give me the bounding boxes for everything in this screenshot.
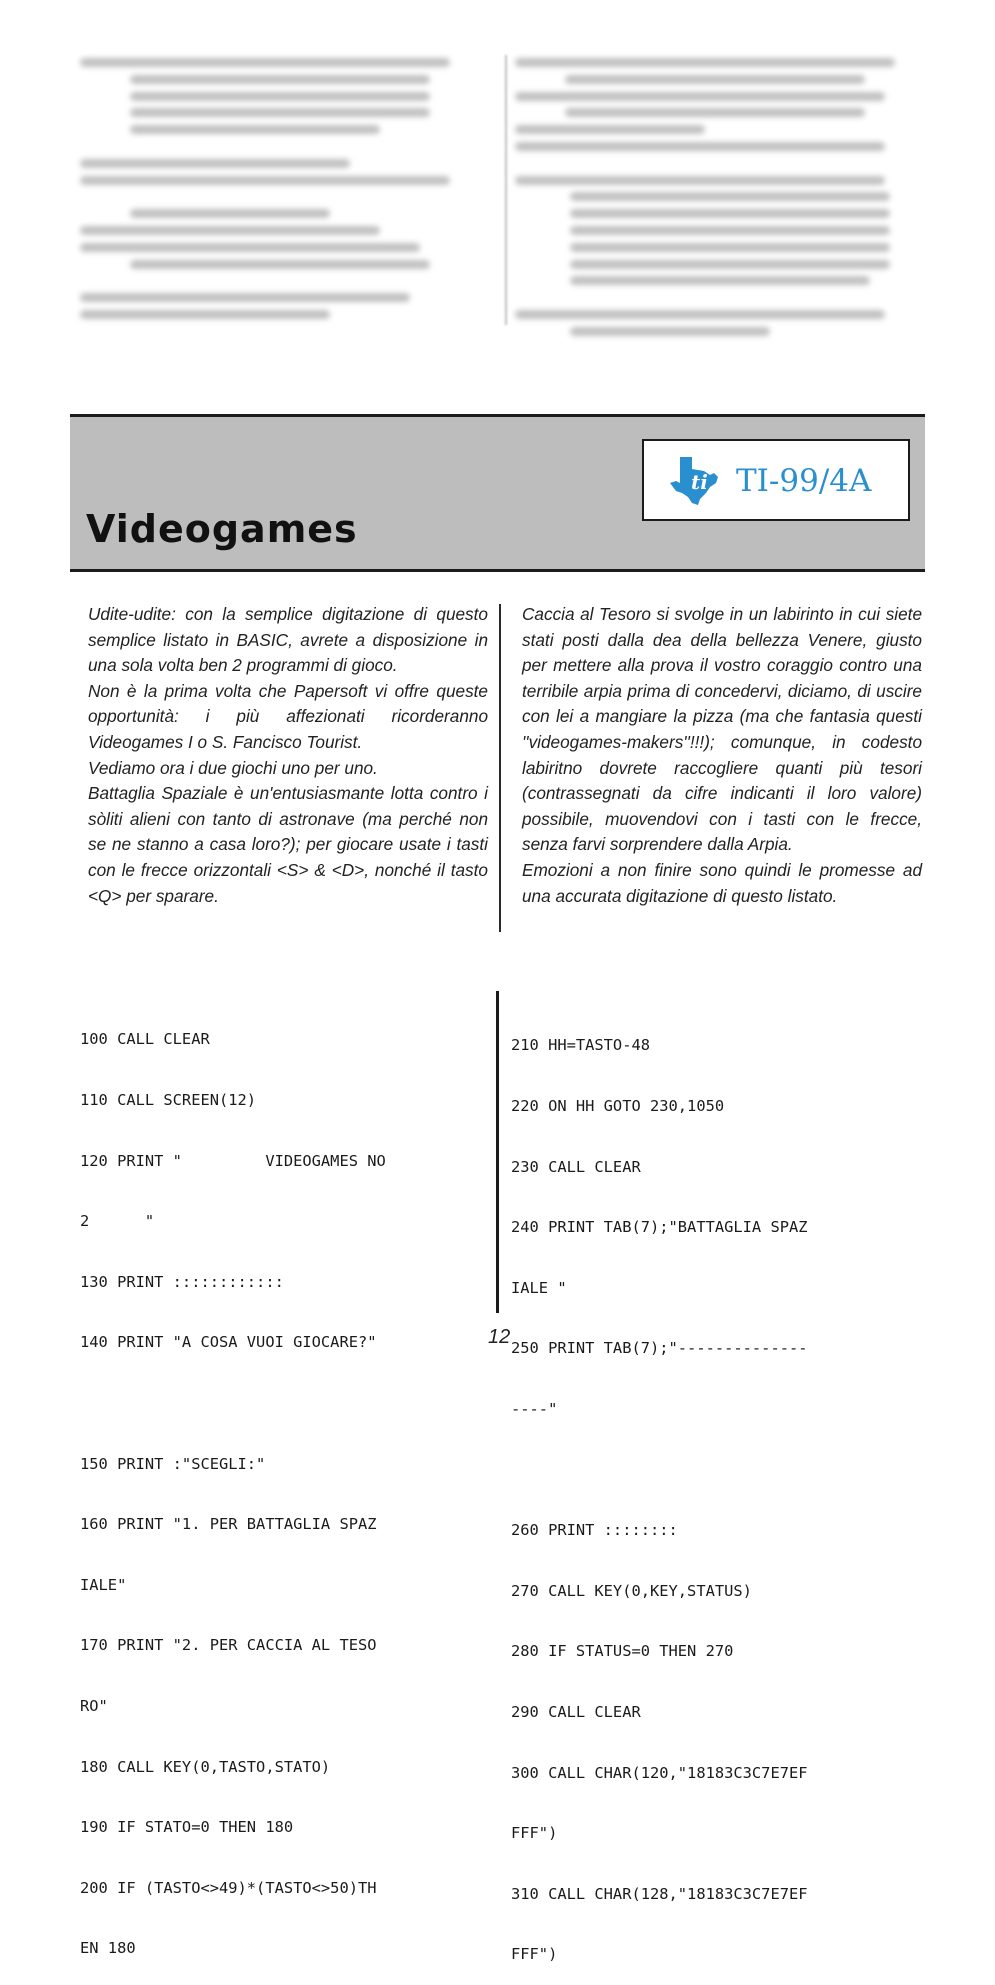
intro-column-divider <box>499 604 501 932</box>
blurred-line <box>570 243 890 252</box>
blurred-line <box>570 192 890 201</box>
blurred-line <box>570 209 890 218</box>
code-line: 100 CALL CLEAR <box>80 1030 210 1049</box>
intro-paragraph: Vediamo ora i due giochi uno per uno. <box>88 757 378 778</box>
code-line: IALE" <box>80 1575 127 1594</box>
listing-column-divider <box>496 991 499 1313</box>
blurred-line <box>515 58 895 67</box>
blurred-line <box>130 108 430 117</box>
blurred-line <box>80 293 410 302</box>
code-line: 200 IF (TASTO<>49)*(TASTO<>50)TH <box>80 1878 377 1897</box>
code-line: RO" <box>80 1696 108 1715</box>
code-line: FFF") <box>511 1824 558 1843</box>
blurred-line <box>130 92 430 101</box>
blurred-line <box>80 310 330 319</box>
code-line: ----" <box>511 1399 558 1418</box>
code-line: 170 PRINT "2. PER CACCIA AL TESO <box>80 1636 377 1655</box>
code-line: 110 CALL SCREEN(12) <box>80 1091 257 1109</box>
code-line: 230 CALL CLEAR <box>511 1157 641 1176</box>
code-line: IALE " <box>511 1278 567 1297</box>
blurred-line <box>515 125 705 134</box>
blurred-line <box>130 260 430 269</box>
section-header-band <box>70 414 925 572</box>
ti-logo-text: TI-99/4A <box>736 463 872 499</box>
blurred-listing-divider <box>505 55 507 325</box>
blurred-line <box>80 226 380 235</box>
code-line: 310 CALL CHAR(128,"18183C3C7E7EF <box>511 1884 808 1903</box>
blurred-line <box>80 159 350 168</box>
basic-listing-right <box>511 995 808 1985</box>
blurred-line <box>515 310 885 319</box>
blurred-line <box>570 226 890 235</box>
intro-paragraph: Battaglia Spaziale è un'entusiasmante lotta contro i sòliti alieni con tanto di astronave (ma perché non se ne stanno a casa loro?); per giocare usate i tasti con le frecce orizzontali <S> & <D>, nonché il tasto <Q> per sparare. <box>88 783 488 906</box>
code-line: 2 " <box>80 1212 155 1231</box>
code-line <box>80 1393 386 1413</box>
code-line: 140 PRINT "A COSA VUOI GIOCARE?" <box>80 1333 377 1352</box>
blurred-listing-right <box>515 40 915 330</box>
code-line: FFF") <box>511 1945 558 1964</box>
svg-text:ti: ti <box>691 470 708 494</box>
blurred-line <box>515 142 885 151</box>
code-line: 290 CALL CLEAR <box>511 1702 641 1721</box>
code-line: 180 CALL KEY(0,TASTO,STATO) <box>80 1757 331 1776</box>
blurred-listing <box>80 40 940 340</box>
code-line: 270 CALL KEY(0,KEY,STATUS) <box>511 1581 752 1600</box>
blurred-line <box>80 176 450 185</box>
code-line: 280 IF STATUS=0 THEN 270 <box>511 1642 734 1661</box>
intro-paragraph: Caccia al Tesoro si svolge in un labirinto in cui siete stati posti dalla dea della bellezza Venere, giusto per mettere alla prova il vostro coraggio contro una terribile arpia prima di concedervi, diciamo, di uscire con lei a mangiare la pizza (ma che fantasia questi ''videogames-makers''!!!); comunque, in codesto labiritno dovrete raccogliere quanti più tesori (contrassegnati da cifre indicanti il loro valore) possibile, muovendovi con i tasti con le frecce, senza farvi sorprendere dalla Arpia. <box>522 604 922 855</box>
code-line: 240 PRINT TAB(7);"BATTAGLIA SPAZ <box>511 1218 808 1237</box>
code-line: EN 180 <box>80 1939 136 1958</box>
blurred-line <box>565 75 865 84</box>
code-line <box>511 1460 808 1480</box>
code-line: 150 PRINT :"SCEGLI:" <box>80 1454 266 1473</box>
blurred-line <box>515 92 885 101</box>
ti-logo-box <box>642 439 910 521</box>
blurred-line <box>565 108 865 117</box>
code-line: 210 HH=TASTO-48 <box>511 1036 650 1055</box>
blurred-line <box>570 260 890 269</box>
blurred-line <box>570 327 770 336</box>
code-line: 190 IF STATO=0 THEN 180 <box>80 1818 294 1837</box>
basic-listing-left <box>80 989 386 1979</box>
code-line: 260 PRINT :::::::: <box>511 1521 678 1540</box>
blurred-line <box>515 176 885 185</box>
blurred-line <box>130 209 330 218</box>
intro-paragraph: Non è la prima volta che Papersoft vi offre queste opportunità: i più affezionati ricorderanno Videogames I o S. Fancisco Tourist. <box>88 680 488 752</box>
blurred-line <box>130 75 430 84</box>
code-line: 220 ON HH GOTO 230,1050 <box>511 1097 725 1115</box>
intro-left-column <box>88 602 488 909</box>
code-line: 130 PRINT :::::::::::: <box>80 1272 284 1291</box>
blurred-line <box>130 125 380 134</box>
code-line: 160 PRINT "1. PER BATTAGLIA SPAZ <box>80 1515 377 1534</box>
code-line: 300 CALL CHAR(120,"18183C3C7E7EF <box>511 1763 808 1782</box>
page-number: 12 <box>488 1326 511 1348</box>
intro-paragraph: Udite-udite: con la semplice digitazione di questo semplice listato in BASIC, avrete a disposizione in una sola volta ben 2 programmi di gioco. <box>88 604 488 676</box>
section-title: Videogames <box>86 507 358 551</box>
code-line: 120 PRINT " VIDEOGAMES NO <box>80 1151 386 1170</box>
intro-paragraph: Emozioni a non finire sono quindi le promesse ad una accurata digitazione di questo listato. <box>522 859 922 906</box>
blurred-line <box>80 243 420 252</box>
blurred-line <box>570 276 870 285</box>
texas-instruments-logo-icon <box>666 453 722 509</box>
code-line: 250 PRINT TAB(7);"-------------- <box>511 1339 808 1358</box>
blurred-listing-left <box>80 40 480 330</box>
intro-right-column <box>522 602 922 909</box>
blurred-line <box>80 58 450 67</box>
